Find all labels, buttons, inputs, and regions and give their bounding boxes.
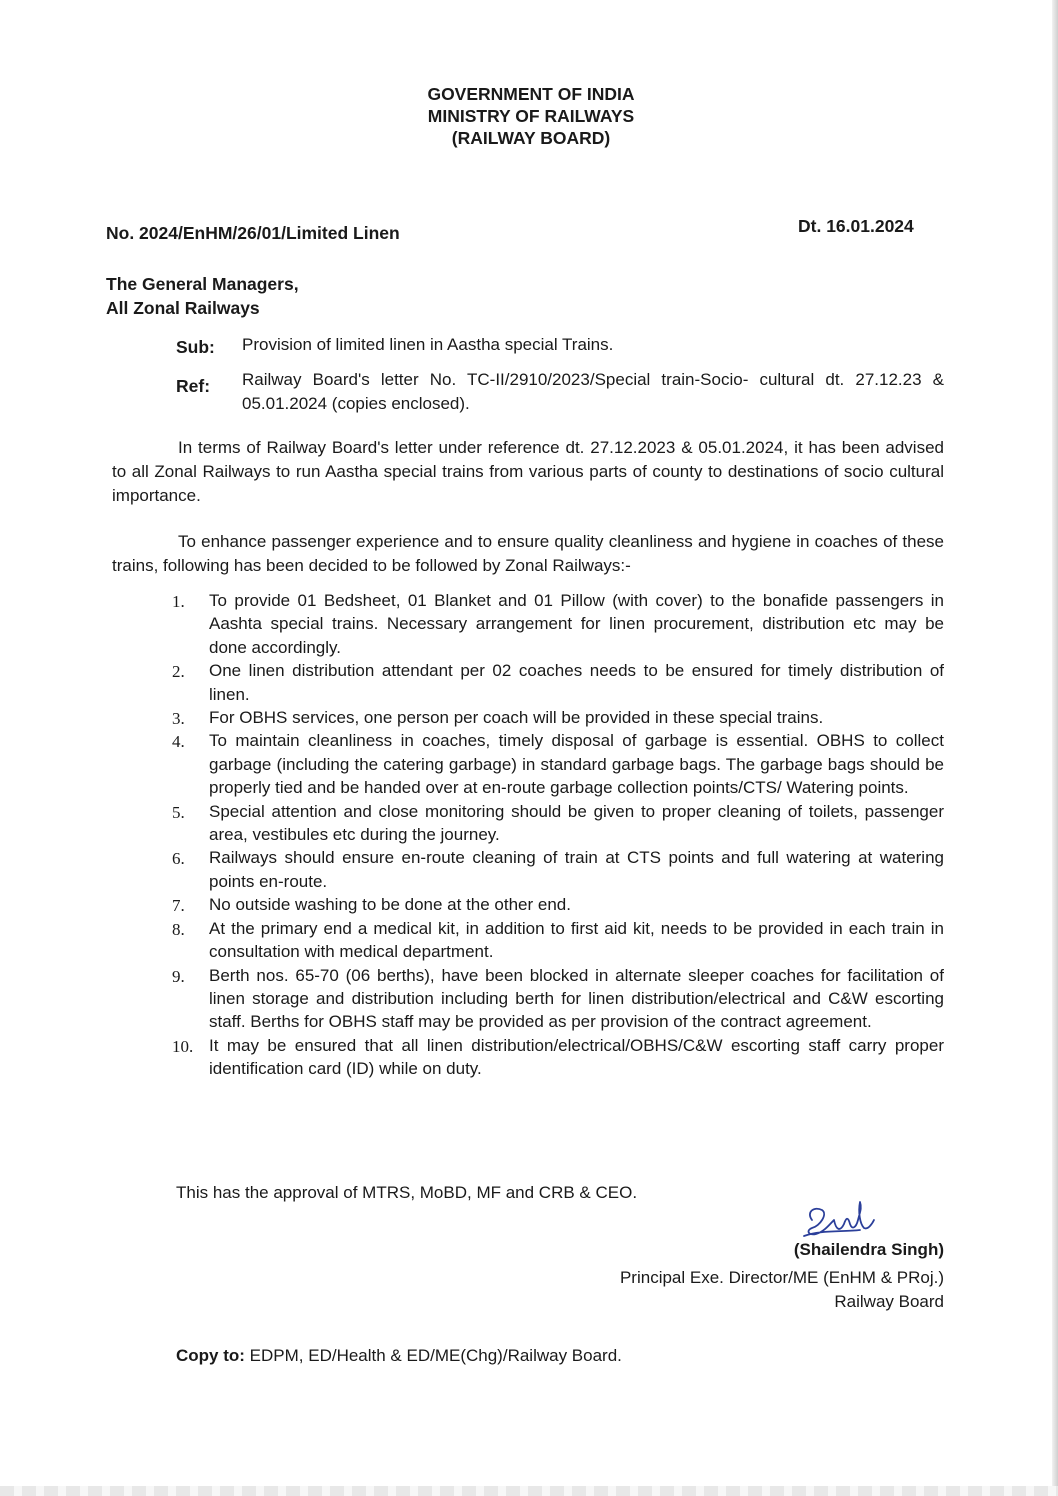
signatory-block [620,1266,944,1314]
scan-edge-right [1052,0,1058,1496]
list-item-text: No outside washing to be done at the other end. [209,895,571,915]
list-item-number: 7. [172,896,185,916]
list-item-number: 9. [172,966,185,986]
reference-label: Ref: [176,376,211,396]
letter-date: Dt. 16.01.2024 [798,216,914,236]
list-item-text: To maintain cleanliness in coaches, timely disposal of garbage is essential. OBHS to collect garbage (including the catering garbage) in standard garbage bags. The garbage bags should be properly tied and be handed over at en-route garbage collection points/CTS/ Watering points. [209,731,944,798]
approval-statement: This has the approval of MTRS, MoBD, MF and CRB & CEO. [176,1183,638,1202]
list-item [172,1034,944,1081]
list-item-text: Railways should ensure en-route cleaning of train at CTS points and full watering at watering points en-route. [209,848,944,891]
signatory-designation: Principal Exe. Director/ME (EnHM & PRoj.) [619,1268,944,1287]
list-item-number: 6. [172,849,185,869]
list-item-number: 2. [172,662,185,682]
scan-edge-bottom [0,1486,1058,1496]
instruction-list [172,589,944,1081]
list-item [172,846,944,893]
list-item-text: For OBHS services, one person per coach will be provided in these special trains. [209,708,824,728]
list-item-number: 1. [172,592,185,611]
signatory-office: Railway Board [834,1292,944,1311]
copy-to-label: Copy to: [176,1346,245,1365]
letterhead-line-3: (RAILWAY BOARD) [451,128,611,148]
copy-to [176,1346,622,1366]
list-item-text: To provide 01 Bedsheet, 01 Blanket and 01 Pillow (with cover) to the bonafide passengers in Aashta special trains. Necessary arrangement for linen procurement, distribution etc may be done accordingly. [209,591,944,657]
subject-label: Sub: [176,337,215,357]
addressee-line-2: All Zonal Railways [106,298,260,318]
list-item [172,800,944,847]
letterhead [0,83,1058,149]
list-item-number: 5. [172,802,185,822]
list-item-text: Special attention and close monitoring should be given to proper cleaning of toilets, passenger area, vestibules etc during the journey. [209,801,944,845]
list-item [172,964,944,1034]
list-item [172,589,944,659]
paragraph-1: In terms of Railway Board's letter under reference dt. 27.12.2023 & 05.01.2024, it has been advised to all Zonal Railways to run Aastha special trains from various parts of county to destinations of socio cultural importance. [112,438,944,505]
list-item [172,917,944,964]
list-item [172,659,944,706]
signatory-name: (Shailendra Singh) [793,1240,944,1259]
list-item [172,706,944,729]
subject-text: Provision of limited linen in Aastha special Trains. [242,335,614,354]
paragraph-2: To enhance passenger experience and to ensure quality cleanliness and hygiene in coaches of these trains, following has been decided to be followed by Zonal Railways:- [112,532,944,575]
list-item-text: At the primary end a medical kit, in addition to first aid kit, needs to be provided in each train in consultation with medical department. [209,918,944,962]
addressee [106,272,299,320]
list-item-text: One linen distribution attendant per 02 coaches needs to be ensured for timely distribution of linen. [209,661,944,704]
handwritten-signature-icon [800,1190,900,1242]
list-item-number: 10. [172,1036,194,1056]
reference-text: Railway Board's letter No. TC-II/2910/2023/Special train-Socio- cultural dt. 27.12.23 & 05.01.2024 (copies enclosed). [242,370,944,413]
copy-to-text: EDPM, ED/Health & ED/ME(Chg)/Railway Board. [249,1346,622,1365]
letterhead-line-2: MINISTRY OF RAILWAYS [427,106,635,126]
list-item-number: 3. [172,709,185,729]
list-item-number: 8. [172,919,185,939]
list-item [172,729,944,799]
letterhead-line-1: GOVERNMENT OF INDIA [427,84,635,104]
list-item [172,893,944,916]
addressee-line-1: The General Managers, [106,274,299,294]
list-item-number: 4. [172,732,185,752]
reference-number: No. 2024/EnHM/26/01/Limited Linen [106,223,400,243]
list-item-text: Berth nos. 65-70 (06 berths), have been blocked in alternate sleeper coaches for facilitation of linen storage and distribution including berth for linen distribution/electrical and C&W escorting staff. Berths for OBHS staff may be provided as per provision of the contract agreement. [209,965,944,1032]
list-item-text: It may be ensured that all linen distribution/electrical/OBHS/C&W escorting staff carry proper identification card (ID) while on duty. [209,1035,944,1079]
